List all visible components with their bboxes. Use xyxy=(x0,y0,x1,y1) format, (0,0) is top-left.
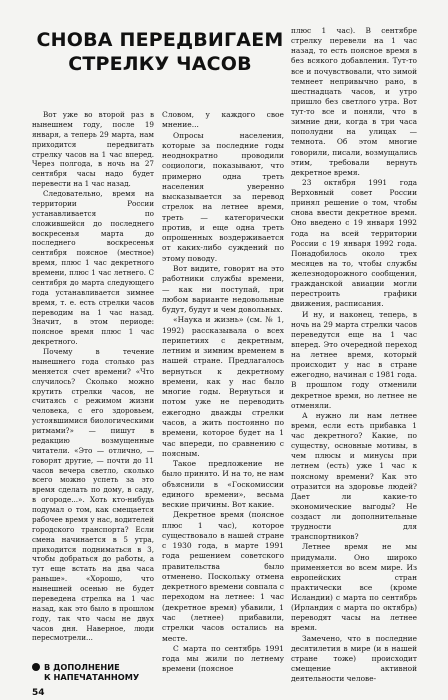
paragraph: Вот видите, говорят на это работники службы времени, — как ни поступай, при любом варианте недовольные будут, будут и чем довольных. xyxy=(162,263,284,315)
text-column-1 xyxy=(32,110,154,643)
paragraph: Вот уже во второй раз в нынешнем году, после 19 января, а теперь 29 марта, нам приходится передвигать стрелку часов на 1 час вперед. Через полгода, в ночь на 27 сентября часы надо будет перевести на 1 час назад. xyxy=(32,110,154,189)
page-number: 54 xyxy=(32,688,45,698)
article-headline xyxy=(24,28,296,76)
paragraph: Летнее время не мы придумали. Оно широко применяется во всем мире. Из европейских стран практически все (кроме Исландии) с марта по сентябрь (Ирландия с марта по октябрь) переводят часы на летнее время. xyxy=(291,542,417,633)
paragraph: Такое предложение не было принято. И на то, не нам объяснили в «Госкомиссии единого времени», весьма веские причины. Вот какие. xyxy=(162,459,284,510)
rubric-line-1: В ДОПОЛНЕНИЕ xyxy=(44,662,120,672)
bullet-icon xyxy=(32,663,40,671)
paragraph: Опросы населения, которые за последние годы неоднократно проводили социологи, показывают, что примерно одна треть населения уверенно высказывается за перевод стрелок на летнее время, треть — категорически против, и еще одна треть опрошенных воздерживается от каких-либо суждений по этому поводу. xyxy=(162,130,284,263)
headline-line-2: СТРЕЛКУ ЧАСОВ xyxy=(68,53,252,75)
paragraph: 23 октября 1991 года Верховный совет России принял решение о том, чтобы снова ввести декретное время. Оно введено с 19 января 1992 года на всей территории России с 19 января 1992 года. Понадобилось около трех месяцев на то, чтобы службы железнодорожного сообщения, гражданской авиации могли перестроить графики движения, расписания. xyxy=(291,177,417,309)
paragraph: «Наука и жизнь» (см. № 1, 1992) рассказывала о всех перипетиях с декретным, летним и зимним временем в нашей стране. Предлагалось вернуться к декретному времени, как у нас было многие годы. Вернуться и потом уже не переводить ежегодно дважды стрелки часов, а жить постоянно по времени, которое будет на 1 час впереди, по сравнению с поясным. xyxy=(162,315,284,458)
rubric-line-2: К НАПЕЧАТАННОМУ xyxy=(44,672,140,682)
paragraph: А нужно ли нам летнее время, если есть прибавка 1 час декретного? Какие, по существу, основные мотивы, в чем плюсы и минусы при летнем (есть) уже 1 час к поясному времени? Как это отразится на здоровье людей? Дает ли какие-то экономические выгоды? Не создаст ли дополнительные трудности для транспортников? xyxy=(291,410,417,542)
paragraph: Замечено, что в последние десятилетия в мире (и в нашей стране тоже) происходит смещение активной деятельности челове- xyxy=(291,633,417,683)
paragraph: Словом, у каждого свое мнение... xyxy=(162,110,284,130)
text-column-3 xyxy=(291,26,417,684)
text-column-2 xyxy=(162,110,284,675)
paragraph: Декретное время (поясное плюс 1 час), которое существовало в нашей стране с 1930 года, в марте 1991 года решением советского правительства было отменено. Поскольку отмена декретного времени совпала с переходом на летнее: 1 час (декретное время) убавили, 1 час (летнее) прибавили, стрелки часов остались на месте. xyxy=(162,510,284,643)
paragraph: Почему в течение нынешнего года столько раз меняется счет времени? «Что случилось? Сколько можно крутить стрелки часов, не считаясь с режимом жизни человека, с его здоровьем, устоявшимися биологическими ритмами?» — пишут в редакцию возмущенные читатели. «Это — отлично, — говорят другие, — почти до 11 часов вечера светло, сколько всего можно успеть за это время сделать по дому, в саду, в огороде...». Хоть кто-нибудь подумал о том, как смещается рабочее время у нас, водителей городского транспорта? Если смена начинается в 5 утра, приходится подниматься в 3, чтобы добраться до работы, а тут еще встать на два часа раньше». «Хорошо, что нынешней осенью не будет переведена стрелка на 1 час назад, как это было в прошлом году, так что часы не двух часов дня. Наверное, люди пересмотрели... xyxy=(32,347,155,643)
paragraph: плюс 1 час). В сентябре стрелку перевели на 1 час назад, то есть поясное время в без всякого добавления. Тут-то все и почувствовали, что зимой темнеет непривычно рано, в шестнадцать часов, и утро пришло без светлого утра. Вот тут-то все и поняли, что в зимние дни, когда в три часа пополудни на улицах — темнота. Об этом многие говорили, писали, возмущались этим, требовали вернуть декретное время. xyxy=(291,26,417,177)
paragraph: С марта по сентябрь 1991 года мы жили по летнему времени (поясное xyxy=(162,643,284,674)
paragraph: И ну, и наконец, теперь, в ночь на 29 марта стрелки часов переведутся еще на 1 час вперед. Это очередной переход на летнее время, который происходит у нас в стране ежегодно, начиная с 1981 года. В прошлом году отменили декретное время, но летнее не отменяли. xyxy=(291,309,417,410)
paragraph: Следовательно, время на территории России устанавливается по сложившейся до последнего воскресенья марта до последнего воскресенья сентября поясное (местное) время, плюс 1 час декретного времени, плюс 1 час летнего. С сентября до марта следующего года устанавливается зимнее время, т. е. есть стрелки часов переводим на 1 час назад. Значит, в этом периоде: поясное время плюс 1 час декретного. xyxy=(32,189,154,347)
headline-line-1: СНОВА ПЕРЕДВИГАЕМ xyxy=(36,29,284,51)
